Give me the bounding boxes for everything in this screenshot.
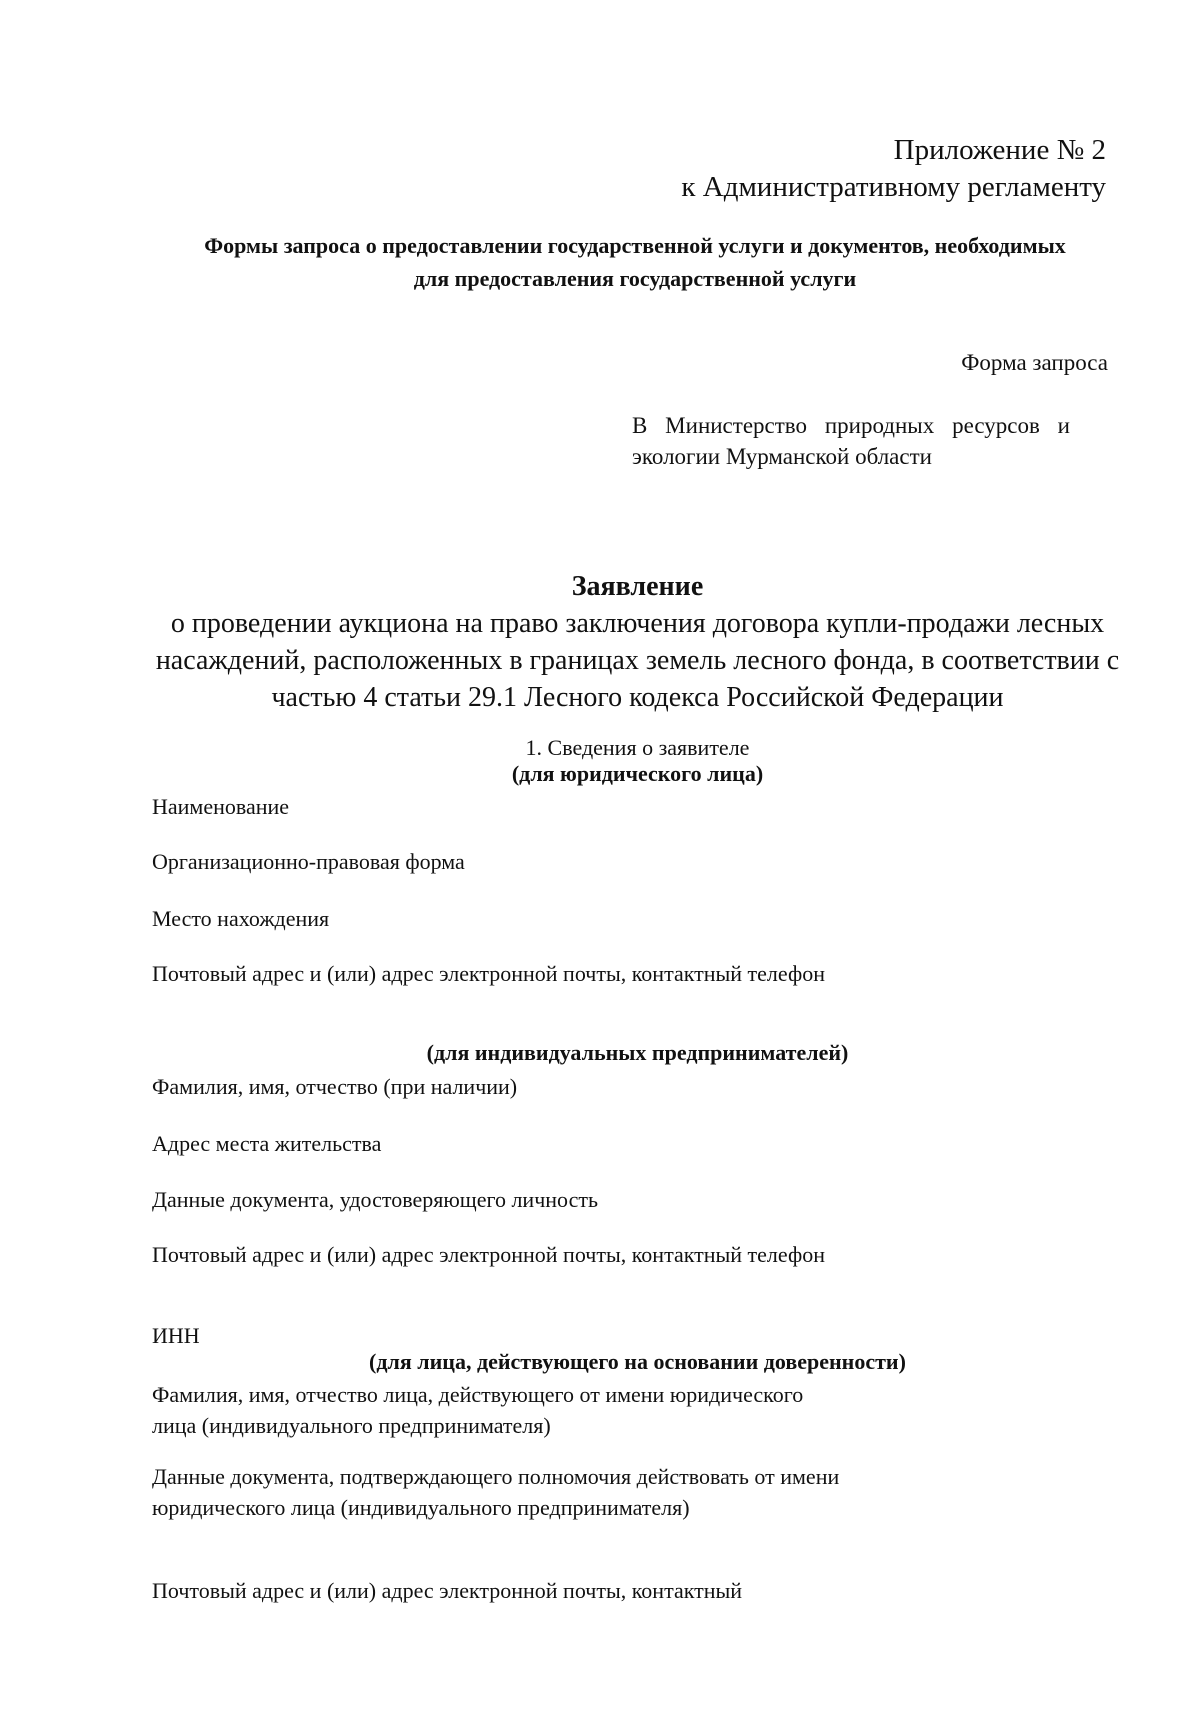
field-location: Место нахождения [152, 906, 330, 931]
field-full-name: Фамилия, имя, отчество (при наличии) [152, 1074, 518, 1099]
proxy-heading: (для лица, действующего на основании доверенности) [369, 1349, 906, 1374]
field-entrepreneur-contact: Почтовый адрес и (или) адрес электронной почты, контактный телефон [152, 1242, 825, 1267]
field-inn: ИНН [152, 1323, 200, 1348]
field-proxy-contact: Почтовый адрес и (или) адрес электронной почты, контактный [152, 1578, 743, 1603]
appendix-reference: к Административному регламенту [681, 171, 1106, 203]
field-identity-document: Данные документа, удостоверяющего личность [152, 1187, 599, 1212]
section-heading: 1. Сведения о заявителе [525, 735, 750, 760]
field-legal-contact: Почтовый адрес и (или) адрес электронной почты, контактный телефон [152, 961, 825, 986]
legal-entity-heading: (для юридического лица) [511, 761, 764, 786]
entrepreneur-heading: (для индивидуальных предпринимателей) [426, 1040, 849, 1065]
field-proxy-authority-document: Данные документа, подтверждающего полномочия действовать от имени юридического лица (индивидуального предпринимателя) [152, 1464, 840, 1520]
field-name: Наименование [152, 794, 290, 819]
appendix-number: Приложение № 2 [893, 134, 1106, 166]
field-proxy-full-name: Фамилия, имя, отчество лица, действующего от имени юридического лица (индивидуального предпринимателя) [152, 1382, 804, 1438]
addressee: В Министерство природных ресурсов и экологии Мурманской области [632, 413, 1070, 469]
field-legal-form: Организационно-правовая форма [152, 849, 465, 874]
statement-title: Заявление [571, 571, 704, 602]
field-residence-address: Адрес места жительства [152, 1131, 382, 1156]
statement-subtitle: о проведении аукциона на право заключения договора купли-продажи лесных насаждений, расположенных в границах земель лесного фонда, в соответствии с частью 4 статьи 29.1 Лесного кодекса Российской Федерации [155, 608, 1120, 713]
form-type-label: Форма запроса [961, 350, 1108, 375]
forms-title: Формы запроса о предоставлении государственной услуги и документов, необходимых для предоставления государственной услуги [204, 233, 1066, 291]
